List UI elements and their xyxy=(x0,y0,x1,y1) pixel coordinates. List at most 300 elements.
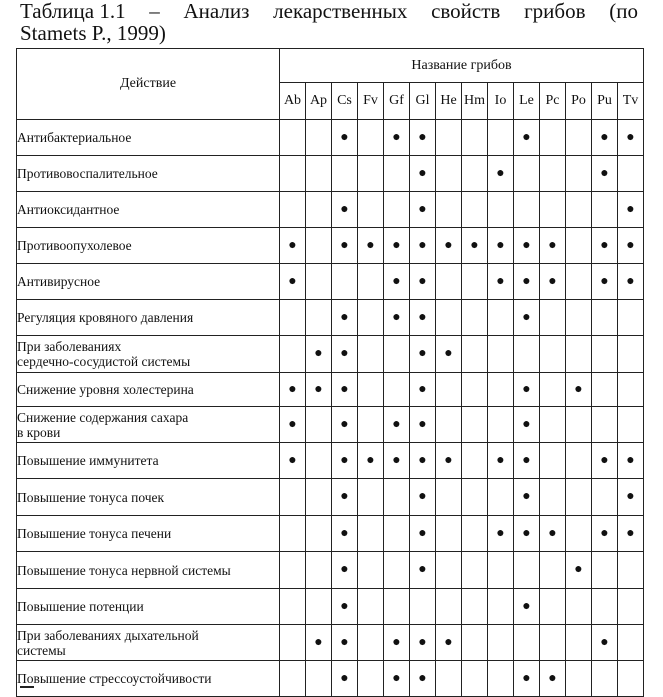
cell-le xyxy=(514,264,540,300)
cell-ab xyxy=(280,479,306,516)
cell-ab xyxy=(280,373,306,407)
cell-he xyxy=(436,156,462,192)
presence-dot: ● xyxy=(288,273,297,289)
cell-tv xyxy=(618,516,644,552)
cell-po xyxy=(566,300,592,336)
cell-he xyxy=(436,479,462,516)
cell-io xyxy=(488,516,514,552)
table-row xyxy=(17,479,644,516)
presence-dot: ● xyxy=(340,634,349,650)
cell-he xyxy=(436,264,462,300)
cell-po xyxy=(566,192,592,228)
cell-cs xyxy=(332,479,358,516)
cell-tv xyxy=(618,120,644,156)
cell-cs xyxy=(332,589,358,625)
cell-gl xyxy=(410,443,436,479)
presence-dot: ● xyxy=(600,452,609,468)
cell-tv xyxy=(618,443,644,479)
caption-word: (по xyxy=(609,0,638,23)
presence-dot: ● xyxy=(340,562,349,577)
presence-dot: ● xyxy=(574,381,583,397)
presence-dot: ● xyxy=(626,489,635,504)
cell-fv xyxy=(358,661,384,697)
cell-he xyxy=(436,120,462,156)
cell-le xyxy=(514,228,540,264)
cell-pu xyxy=(592,192,618,228)
caption-word: свойств xyxy=(431,0,501,23)
presence-dot: ● xyxy=(340,201,349,217)
row-label: Противоопухолевое xyxy=(17,228,280,264)
column-header-gf: Gf xyxy=(384,83,410,120)
cell-hm xyxy=(462,300,488,336)
presence-dot: ● xyxy=(600,129,609,145)
cell-ap xyxy=(306,661,332,697)
mushroom-names-header: Название грибов xyxy=(280,49,644,83)
presence-dot: ● xyxy=(626,237,635,253)
column-header-tv: Tv xyxy=(618,83,644,120)
cell-io xyxy=(488,552,514,589)
cell-ab xyxy=(280,661,306,697)
presence-dot: ● xyxy=(340,381,349,397)
cell-he xyxy=(436,373,462,407)
cell-po xyxy=(566,443,592,479)
cell-pu xyxy=(592,479,618,516)
presence-dot: ● xyxy=(288,381,297,397)
presence-dot: ● xyxy=(418,452,427,468)
cell-cs xyxy=(332,516,358,552)
cell-fv xyxy=(358,407,384,443)
presence-dot: ● xyxy=(418,489,427,504)
cell-gf xyxy=(384,373,410,407)
presence-dot: ● xyxy=(626,129,635,145)
cell-tv xyxy=(618,192,644,228)
cell-pc xyxy=(540,373,566,407)
page-continuation-mark xyxy=(20,686,34,695)
cell-po xyxy=(566,661,592,697)
presence-dot: ● xyxy=(288,452,297,468)
cell-ap xyxy=(306,336,332,373)
cell-gf xyxy=(384,300,410,336)
table-row xyxy=(17,552,644,589)
cell-ap xyxy=(306,625,332,661)
cell-ab xyxy=(280,264,306,300)
presence-dot: ● xyxy=(522,237,531,253)
cell-hm xyxy=(462,443,488,479)
cell-tv xyxy=(618,300,644,336)
cell-le xyxy=(514,336,540,373)
cell-pc xyxy=(540,156,566,192)
cell-gf xyxy=(384,120,410,156)
presence-dot: ● xyxy=(418,309,427,325)
presence-dot: ● xyxy=(418,670,427,686)
cell-io xyxy=(488,300,514,336)
table-body xyxy=(17,120,644,697)
presence-dot: ● xyxy=(496,525,505,541)
cell-hm xyxy=(462,192,488,228)
cell-cs xyxy=(332,300,358,336)
presence-dot: ● xyxy=(444,237,453,253)
cell-ab xyxy=(280,336,306,373)
cell-ap xyxy=(306,373,332,407)
cell-cs xyxy=(332,192,358,228)
presence-dot: ● xyxy=(418,562,427,577)
cell-pc xyxy=(540,589,566,625)
cell-hm xyxy=(462,120,488,156)
presence-dot: ● xyxy=(496,452,505,468)
presence-dot: ● xyxy=(600,634,609,650)
column-header-po: Po xyxy=(566,83,592,120)
cell-pu xyxy=(592,589,618,625)
cell-pu xyxy=(592,516,618,552)
cell-pc xyxy=(540,228,566,264)
cell-ap xyxy=(306,228,332,264)
cell-he xyxy=(436,552,462,589)
presence-dot: ● xyxy=(470,237,479,253)
cell-gl xyxy=(410,661,436,697)
presence-dot: ● xyxy=(340,309,349,325)
row-label: Снижение содержания сахара в крови xyxy=(17,407,280,443)
cell-io xyxy=(488,373,514,407)
table-row xyxy=(17,625,644,661)
cell-gf xyxy=(384,336,410,373)
cell-ap xyxy=(306,300,332,336)
cell-gf xyxy=(384,156,410,192)
cell-po xyxy=(566,228,592,264)
cell-po xyxy=(566,589,592,625)
row-label: Антибактериальное xyxy=(17,120,280,156)
presence-dot: ● xyxy=(548,525,557,541)
presence-dot: ● xyxy=(522,670,531,686)
cell-ab xyxy=(280,516,306,552)
column-header-pc: Pc xyxy=(540,83,566,120)
caption-word: Таблица 1.1 xyxy=(20,0,126,23)
cell-le xyxy=(514,625,540,661)
cell-fv xyxy=(358,156,384,192)
presence-dot: ● xyxy=(444,452,453,468)
cell-ab xyxy=(280,589,306,625)
cell-io xyxy=(488,192,514,228)
column-header-pu: Pu xyxy=(592,83,618,120)
cell-ab xyxy=(280,228,306,264)
cell-pc xyxy=(540,661,566,697)
cell-tv xyxy=(618,661,644,697)
cell-tv xyxy=(618,552,644,589)
cell-ap xyxy=(306,589,332,625)
presence-dot: ● xyxy=(626,525,635,541)
cell-gl xyxy=(410,589,436,625)
cell-hm xyxy=(462,625,488,661)
presence-dot: ● xyxy=(626,452,635,468)
cell-tv xyxy=(618,625,644,661)
cell-le xyxy=(514,300,540,336)
cell-po xyxy=(566,373,592,407)
row-label: При заболеваниях сердечно-сосудистой системы xyxy=(17,336,280,373)
cell-le xyxy=(514,373,540,407)
cell-le xyxy=(514,443,540,479)
presence-dot: ● xyxy=(288,237,297,253)
cell-po xyxy=(566,516,592,552)
row-label: Повышение тонуса печени xyxy=(17,516,280,552)
cell-gf xyxy=(384,516,410,552)
cell-io xyxy=(488,264,514,300)
cell-po xyxy=(566,336,592,373)
cell-ap xyxy=(306,407,332,443)
row-label: Повышение потенции xyxy=(17,589,280,625)
cell-tv xyxy=(618,479,644,516)
presence-dot: ● xyxy=(496,165,505,181)
presence-dot: ● xyxy=(340,670,349,686)
presence-dot: ● xyxy=(548,273,557,289)
presence-dot: ● xyxy=(314,634,323,650)
presence-dot: ● xyxy=(574,562,583,577)
presence-dot: ● xyxy=(392,309,401,325)
caption-line-2: Stamets P., 1999) xyxy=(20,21,166,45)
cell-hm xyxy=(462,479,488,516)
cell-tv xyxy=(618,264,644,300)
cell-ap xyxy=(306,192,332,228)
presence-dot: ● xyxy=(522,489,531,504)
presence-dot: ● xyxy=(626,273,635,289)
row-label: Повышение тонуса почек xyxy=(17,479,280,516)
presence-dot: ● xyxy=(392,670,401,686)
column-header-ab: Ab xyxy=(280,83,306,120)
cell-gl xyxy=(410,228,436,264)
cell-gl xyxy=(410,625,436,661)
presence-dot: ● xyxy=(392,416,401,432)
cell-ab xyxy=(280,192,306,228)
cell-tv xyxy=(618,156,644,192)
presence-dot: ● xyxy=(340,416,349,432)
cell-tv xyxy=(618,336,644,373)
cell-gl xyxy=(410,552,436,589)
cell-pu xyxy=(592,156,618,192)
cell-fv xyxy=(358,228,384,264)
cell-po xyxy=(566,552,592,589)
presence-dot: ● xyxy=(522,452,531,468)
cell-fv xyxy=(358,625,384,661)
caption-word: – xyxy=(149,0,160,23)
row-label: Повышение тонуса нервной системы xyxy=(17,552,280,589)
cell-he xyxy=(436,661,462,697)
cell-hm xyxy=(462,228,488,264)
table-row xyxy=(17,443,644,479)
cell-pc xyxy=(540,192,566,228)
table-row xyxy=(17,228,644,264)
column-header-gl: Gl xyxy=(410,83,436,120)
cell-hm xyxy=(462,552,488,589)
presence-dot: ● xyxy=(340,489,349,504)
cell-gl xyxy=(410,192,436,228)
cell-hm xyxy=(462,516,488,552)
row-label: При заболеваниях дыхательной системы xyxy=(17,625,280,661)
cell-gl xyxy=(410,336,436,373)
cell-gf xyxy=(384,589,410,625)
presence-dot: ● xyxy=(366,452,375,468)
cell-he xyxy=(436,589,462,625)
table-row xyxy=(17,373,644,407)
column-header-fv: Fv xyxy=(358,83,384,120)
cell-gf xyxy=(384,479,410,516)
column-header-io: Io xyxy=(488,83,514,120)
cell-ab xyxy=(280,552,306,589)
presence-dot: ● xyxy=(548,237,557,253)
cell-pc xyxy=(540,264,566,300)
properties-table xyxy=(16,48,644,697)
caption-word: грибов xyxy=(524,0,586,23)
cell-io xyxy=(488,228,514,264)
presence-dot: ● xyxy=(366,237,375,253)
cell-pc xyxy=(540,407,566,443)
cell-fv xyxy=(358,373,384,407)
cell-ap xyxy=(306,120,332,156)
cell-le xyxy=(514,407,540,443)
cell-he xyxy=(436,516,462,552)
presence-dot: ● xyxy=(418,237,427,253)
presence-dot: ● xyxy=(418,165,427,181)
cell-cs xyxy=(332,552,358,589)
cell-he xyxy=(436,336,462,373)
cell-gf xyxy=(384,407,410,443)
presence-dot: ● xyxy=(418,346,427,361)
cell-io xyxy=(488,589,514,625)
column-header-le: Le xyxy=(514,83,540,120)
cell-ab xyxy=(280,156,306,192)
table-row xyxy=(17,192,644,228)
cell-io xyxy=(488,443,514,479)
cell-tv xyxy=(618,589,644,625)
table-row xyxy=(17,120,644,156)
cell-le xyxy=(514,192,540,228)
presence-dot: ● xyxy=(392,452,401,468)
cell-cs xyxy=(332,373,358,407)
cell-pc xyxy=(540,336,566,373)
presence-dot: ● xyxy=(418,129,427,145)
presence-dot: ● xyxy=(392,634,401,650)
cell-gl xyxy=(410,264,436,300)
cell-pu xyxy=(592,264,618,300)
presence-dot: ● xyxy=(418,525,427,541)
cell-pu xyxy=(592,120,618,156)
cell-io xyxy=(488,407,514,443)
presence-dot: ● xyxy=(522,381,531,397)
presence-dot: ● xyxy=(548,670,557,686)
cell-le xyxy=(514,589,540,625)
row-label: Снижение уровня холестерина xyxy=(17,373,280,407)
cell-fv xyxy=(358,443,384,479)
presence-dot: ● xyxy=(288,416,297,432)
presence-dot: ● xyxy=(522,598,531,614)
presence-dot: ● xyxy=(600,273,609,289)
table-row xyxy=(17,264,644,300)
cell-fv xyxy=(358,479,384,516)
cell-cs xyxy=(332,625,358,661)
cell-le xyxy=(514,661,540,697)
presence-dot: ● xyxy=(340,129,349,145)
cell-ap xyxy=(306,443,332,479)
cell-pu xyxy=(592,552,618,589)
cell-io xyxy=(488,120,514,156)
presence-dot: ● xyxy=(340,452,349,468)
cell-he xyxy=(436,300,462,336)
cell-gf xyxy=(384,661,410,697)
cell-pu xyxy=(592,443,618,479)
presence-dot: ● xyxy=(340,346,349,361)
cell-gf xyxy=(384,443,410,479)
cell-hm xyxy=(462,661,488,697)
row-label: Регуляция кровяного давления xyxy=(17,300,280,336)
cell-gl xyxy=(410,156,436,192)
cell-cs xyxy=(332,228,358,264)
cell-tv xyxy=(618,407,644,443)
cell-le xyxy=(514,120,540,156)
cell-pc xyxy=(540,120,566,156)
cell-hm xyxy=(462,373,488,407)
presence-dot: ● xyxy=(340,598,349,614)
presence-dot: ● xyxy=(418,634,427,650)
caption-line-1 xyxy=(20,0,638,22)
cell-pc xyxy=(540,516,566,552)
cell-le xyxy=(514,156,540,192)
column-header-he: He xyxy=(436,83,462,120)
cell-gl xyxy=(410,516,436,552)
action-column-header: Действие xyxy=(17,49,280,120)
cell-cs xyxy=(332,120,358,156)
cell-io xyxy=(488,625,514,661)
cell-pc xyxy=(540,479,566,516)
cell-fv xyxy=(358,336,384,373)
cell-gf xyxy=(384,625,410,661)
cell-ap xyxy=(306,552,332,589)
cell-pu xyxy=(592,661,618,697)
cell-gf xyxy=(384,228,410,264)
table-row xyxy=(17,661,644,697)
presence-dot: ● xyxy=(340,525,349,541)
cell-po xyxy=(566,407,592,443)
presence-dot: ● xyxy=(418,201,427,217)
presence-dot: ● xyxy=(444,346,453,361)
cell-gl xyxy=(410,407,436,443)
presence-dot: ● xyxy=(522,273,531,289)
presence-dot: ● xyxy=(392,129,401,145)
cell-hm xyxy=(462,589,488,625)
presence-dot: ● xyxy=(418,381,427,397)
presence-dot: ● xyxy=(314,346,323,361)
caption-word: лекарственных xyxy=(273,0,408,23)
cell-hm xyxy=(462,336,488,373)
cell-fv xyxy=(358,120,384,156)
table-caption xyxy=(20,0,638,44)
presence-dot: ● xyxy=(600,237,609,253)
table-row xyxy=(17,516,644,552)
cell-hm xyxy=(462,156,488,192)
cell-gf xyxy=(384,192,410,228)
cell-ab xyxy=(280,120,306,156)
cell-po xyxy=(566,264,592,300)
presence-dot: ● xyxy=(392,237,401,253)
cell-he xyxy=(436,192,462,228)
table-row xyxy=(17,589,644,625)
table-row xyxy=(17,300,644,336)
presence-dot: ● xyxy=(600,525,609,541)
cell-pu xyxy=(592,336,618,373)
cell-he xyxy=(436,228,462,264)
cell-cs xyxy=(332,156,358,192)
cell-cs xyxy=(332,264,358,300)
cell-po xyxy=(566,479,592,516)
column-header-ap: Ap xyxy=(306,83,332,120)
cell-pu xyxy=(592,373,618,407)
cell-he xyxy=(436,443,462,479)
